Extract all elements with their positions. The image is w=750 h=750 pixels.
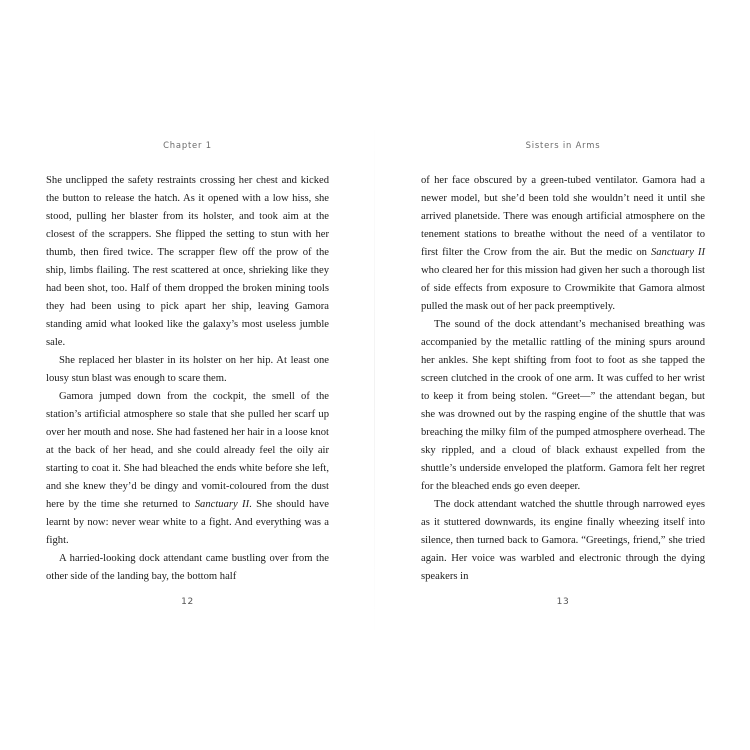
running-head-chapter: Chapter 1 [163, 140, 212, 150]
paragraph: She replaced her blaster in its holster on her hip. At least one lousy stun blast was enough to scare them. [46, 355, 329, 384]
page-number: 12 [181, 597, 194, 607]
left-page [46, 0, 329, 750]
paragraph: She unclipped the safety restraints crossing her chest and kicked the button to release the hatch. As it opened with a low hiss, she stood, pulling her blaster from its holster, and took aim at the closest of the scrappers. She flipped the setting to stun with her thumb, then fired twice. The scrapper flew off the prow of the ship, limbs flailing. The rest scattered at once, shrieking like they had been shot, too. Half of them dropped the broken mining tools they had been using to pick apart her ship, leaving Gamora standing amid what looked like the galaxy’s most useless jumble sale. [46, 175, 329, 348]
right-page-text [421, 172, 705, 586]
paragraph: Gamora jumped down from the cockpit, the smell of the station’s artificial atmosphere so stale that she pulled her scarf up over her mouth and nose. She had fastened her hair in a loose knot at the back of her head, and she could already feel the oily air starting to coat it. She had bleached the ends white before she left, and she knew they’d be dingy and vomit-coloured from the dust here by the time she returned to Sanctuary II. She should have learnt by now: never wear white to a fight. And everything was a fight. [46, 391, 329, 546]
paragraph: The dock attendant watched the shuttle through narrowed eyes as it stuttered downwards, its engine finally wheezing itself into silence, then turned back to Gamora. “Greetings, friend,” she tried again. Her voice was warbled and electronic through the dying speakers in [421, 499, 705, 582]
paragraph: A harried-looking dock attendant came bustling over from the other side of the landing bay, the bottom half [46, 553, 329, 582]
gutter-divider [374, 120, 375, 640]
left-page-text [46, 172, 329, 586]
right-page [421, 0, 705, 750]
running-head-title: Sisters in Arms [525, 140, 601, 150]
paragraph: of her face obscured by a green-tubed ventilator. Gamora had a newer model, but she’d been told she wouldn’t need it until she arrived planetside. There was enough artificial atmosphere on the tenement stations to breathe without the need of a ventilator to first filter the Crow from the air. But the medic on Sanctuary II who cleared her for this mission had given her such a thorough list of side effects from exposure to Crowmikite that Gamora almost pulled the mask out of her pack preemptively. [421, 175, 705, 312]
page-number: 13 [556, 597, 570, 607]
paragraph: The sound of the dock attendant’s mechanised breathing was accompanied by the metallic rattling of the mining spurs around her ankles. She kept shifting from foot to foot as she tapped the screen clutched in the crook of one arm. It was cuffed to her wrist to keep it from being stolen. “Greet—” the attendant began, but she was drowned out by the rasping engine of the shuttle that was breaching the milky film of the pumped atmosphere overhead. The sky rippled, and a cloud of black exhaust expelled from the shuttle’s underside enveloped the platform. Gamora felt her regret for the bleached ends go even deeper. [421, 319, 705, 492]
